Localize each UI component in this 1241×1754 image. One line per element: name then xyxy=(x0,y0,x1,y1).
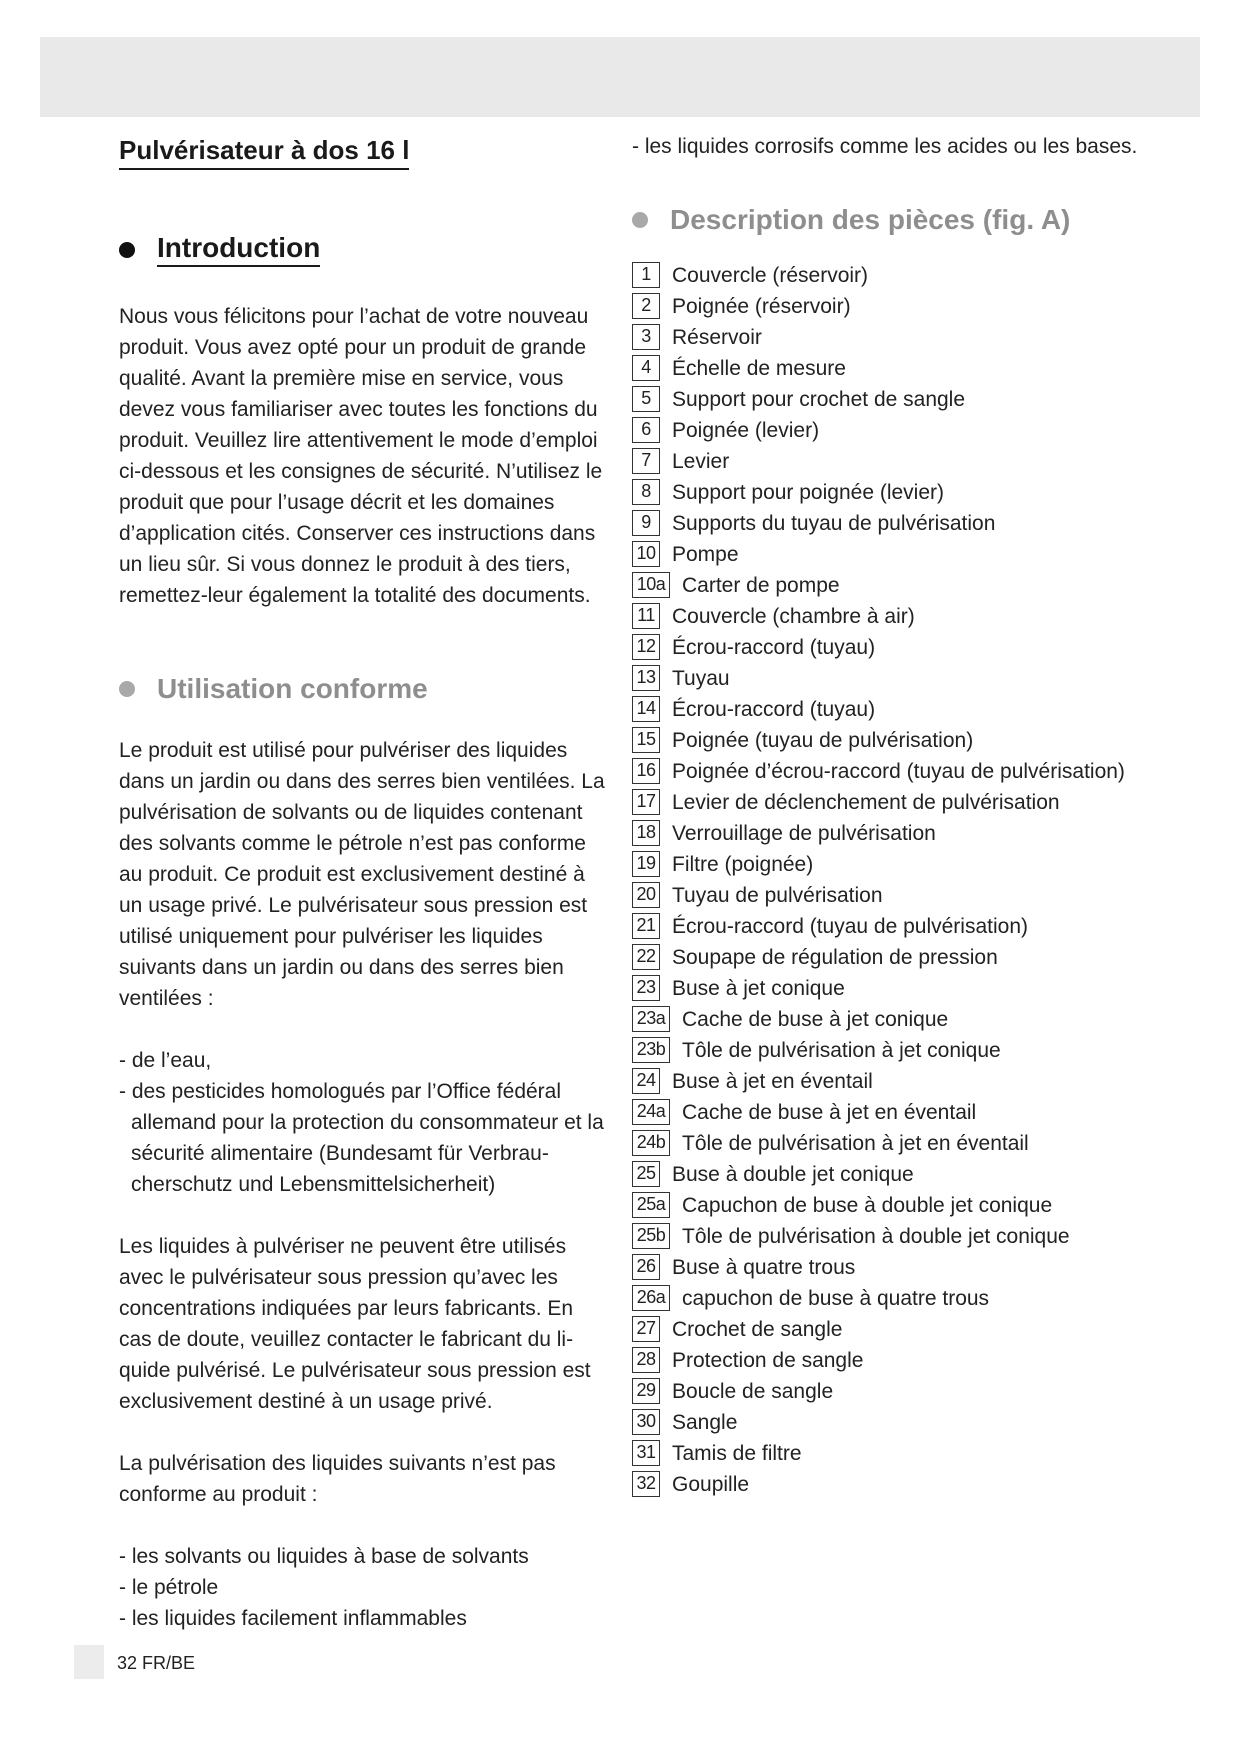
part-list-item xyxy=(632,446,1152,477)
part-list-item xyxy=(632,694,1152,725)
part-number-badge: 18 xyxy=(632,820,660,846)
part-label: Tuyau xyxy=(672,667,730,690)
part-number-badge: 24b xyxy=(632,1130,670,1156)
utilisation-heading: Utilisation conforme xyxy=(157,673,428,704)
bullet-icon xyxy=(632,212,648,228)
part-list-item xyxy=(632,353,1152,384)
bullet-icon xyxy=(119,242,135,258)
part-number-badge: 10 xyxy=(632,541,660,567)
part-list-item xyxy=(632,880,1152,911)
right-column xyxy=(632,135,1152,1500)
part-number-badge: 23 xyxy=(632,975,660,1001)
utilisation-heading-row xyxy=(119,673,609,705)
part-number-badge: 32 xyxy=(632,1471,660,1497)
part-label: Tôle de pulvérisation à double jet conique xyxy=(682,1225,1070,1248)
part-list-item xyxy=(632,818,1152,849)
part-number-badge: 27 xyxy=(632,1316,660,1342)
part-number-badge: 29 xyxy=(632,1378,660,1404)
part-label: Poignée (tuyau de pulvérisation) xyxy=(672,729,974,752)
part-list-item xyxy=(632,1004,1152,1035)
part-list-item xyxy=(632,1469,1152,1500)
part-number-badge: 13 xyxy=(632,665,660,691)
part-list-item xyxy=(632,1376,1152,1407)
list-item: - les liquides facilement inflammables xyxy=(119,1607,467,1630)
part-list-item xyxy=(632,415,1152,446)
part-label: Boucle de sangle xyxy=(672,1380,834,1403)
part-list-item xyxy=(632,1438,1152,1469)
part-list-item xyxy=(632,1066,1152,1097)
part-list-item xyxy=(632,632,1152,663)
part-label: Buse à quatre trous xyxy=(672,1256,856,1279)
part-number-badge: 10a xyxy=(632,572,670,598)
part-number-badge: 31 xyxy=(632,1440,660,1466)
bullet-icon xyxy=(119,681,135,697)
part-list-item xyxy=(632,1035,1152,1066)
part-list-item xyxy=(632,787,1152,818)
region-code: FR/BE xyxy=(142,1653,196,1673)
part-list-item xyxy=(632,942,1152,973)
utilisation-paragraph-2: Les liquides à pulvériser ne peuvent être utilisés avec le pulvérisateur sous pression qu’avec les concentrations indiquées par leurs fabricants. En cas de doute, veuillez contacter le fabricant du li-quide pulvérisé. Le pulvérisateur sous pression est exclusivement destiné à un usage privé. xyxy=(119,1235,591,1413)
part-label: Crochet de sangle xyxy=(672,1318,843,1341)
part-number-badge: 5 xyxy=(632,386,660,412)
part-list-item xyxy=(632,508,1152,539)
list-item: - le pétrole xyxy=(119,1576,219,1599)
page-header-bar xyxy=(40,37,1200,117)
part-list-item xyxy=(632,539,1152,570)
part-list-item xyxy=(632,601,1152,632)
page-footer xyxy=(117,1653,195,1674)
part-number-badge: 25b xyxy=(632,1223,670,1249)
part-label: Support pour poignée (levier) xyxy=(672,481,944,504)
part-list-item xyxy=(632,1314,1152,1345)
part-number-badge: 30 xyxy=(632,1409,660,1435)
part-number-badge: 2 xyxy=(632,293,660,319)
part-label: Tôle de pulvérisation à jet conique xyxy=(682,1039,1001,1062)
part-list-item xyxy=(632,1407,1152,1438)
part-number-badge: 24 xyxy=(632,1068,660,1094)
parts-heading-row xyxy=(632,204,1152,236)
part-number-badge: 26a xyxy=(632,1285,670,1311)
part-list-item xyxy=(632,725,1152,756)
part-number-badge: 25a xyxy=(632,1192,670,1218)
part-number-badge: 3 xyxy=(632,324,660,350)
part-label: Écrou-raccord (tuyau) xyxy=(672,698,876,721)
part-list-item xyxy=(632,973,1152,1004)
part-list-item xyxy=(632,570,1152,601)
introduction-heading: Introduction xyxy=(157,232,320,267)
part-label: Goupille xyxy=(672,1473,750,1496)
part-number-badge: 12 xyxy=(632,634,660,660)
part-number-badge: 22 xyxy=(632,944,660,970)
part-number-badge: 17 xyxy=(632,789,660,815)
part-number-badge: 9 xyxy=(632,510,660,536)
part-number-badge: 21 xyxy=(632,913,660,939)
list-item: - les solvants ou liquides à base de solvants xyxy=(119,1545,529,1568)
document-title: Pulvérisateur à dos 16 l xyxy=(119,135,409,170)
part-label: Capuchon de buse à double jet conique xyxy=(682,1194,1053,1217)
part-label: Couvercle (réservoir) xyxy=(672,264,869,287)
part-list-item xyxy=(632,1159,1152,1190)
part-number-badge: 6 xyxy=(632,417,660,443)
introduction-heading-row xyxy=(119,232,609,267)
part-label: Écrou-raccord (tuyau de pulvérisation) xyxy=(672,915,1028,938)
part-number-badge: 8 xyxy=(632,479,660,505)
part-number-badge: 20 xyxy=(632,882,660,908)
part-label: Tuyau de pulvérisation xyxy=(672,884,883,907)
part-label: Buse à double jet conique xyxy=(672,1163,914,1186)
part-label: Poignée (réservoir) xyxy=(672,295,851,318)
part-label: Levier de déclenchement de pulvérisation xyxy=(672,791,1060,814)
part-list-item xyxy=(632,322,1152,353)
part-number-badge: 23b xyxy=(632,1037,670,1063)
part-label: Carter de pompe xyxy=(682,574,840,597)
part-list-item xyxy=(632,911,1152,942)
part-number-badge: 26 xyxy=(632,1254,660,1280)
part-label: Soupape de régulation de pression xyxy=(672,946,998,969)
part-list-item xyxy=(632,477,1152,508)
parts-list xyxy=(632,260,1152,1500)
part-list-item xyxy=(632,260,1152,291)
part-list-item xyxy=(632,849,1152,880)
part-label: Support pour crochet de sangle xyxy=(672,388,966,411)
part-label: Supports du tuyau de pulvérisation xyxy=(672,512,996,535)
part-label: capuchon de buse à quatre trous xyxy=(682,1287,990,1310)
introduction-paragraph: Nous vous félicitons pour l’achat de votre nouveau produit. Vous avez opté pour un produit de grande qualité. Avant la première mise en service, vous devez vous familiariser avec toutes les fonctions du produit. Veuillez lire attentivement le mode d’emploi ci-dessous et les consignes de sécurité. N’utilisez le produit que pour l’usage décrit et les domaines d’application cités. Conserver ces instructions dans un lieu sûr. Si vous donnez le produit à des tiers, remettez-leur également la totalité des documents. xyxy=(119,305,603,607)
part-label: Tamis de filtre xyxy=(672,1442,802,1465)
part-number-badge: 28 xyxy=(632,1347,660,1373)
part-number-badge: 23a xyxy=(632,1006,670,1032)
part-label: Cache de buse à jet en éventail xyxy=(682,1101,977,1124)
part-list-item xyxy=(632,1190,1152,1221)
part-number-badge: 14 xyxy=(632,696,660,722)
part-label: Buse à jet en éventail xyxy=(672,1070,873,1093)
part-list-item xyxy=(632,1283,1152,1314)
footer-page-marker xyxy=(74,1645,104,1679)
part-number-badge: 25 xyxy=(632,1161,660,1187)
part-number-badge: 11 xyxy=(632,603,660,629)
forbidden-liquids-list-continued xyxy=(632,131,1152,162)
part-list-item xyxy=(632,1221,1152,1252)
part-number-badge: 19 xyxy=(632,851,660,877)
part-label: Buse à jet conique xyxy=(672,977,845,1000)
page-number: 32 xyxy=(117,1653,138,1673)
part-number-badge: 7 xyxy=(632,448,660,474)
parts-heading: Description des pièces (fig. A) xyxy=(670,204,1071,235)
part-list-item xyxy=(632,756,1152,787)
part-number-badge: 4 xyxy=(632,355,660,381)
part-label: Échelle de mesure xyxy=(672,357,846,380)
list-item: - des pesticides homologués par l’Office fédéral allemand pour la protection du consommateur et la sécurité alimentaire (Bundesamt für Verbrau-cherschutz und Lebensmittelsicherheit) xyxy=(119,1080,604,1196)
utilisation-paragraph-3: La pulvérisation des liquides suivants n’est pas conforme au produit : xyxy=(119,1452,556,1506)
left-column xyxy=(119,135,609,1634)
part-label: Pompe xyxy=(672,543,739,566)
utilisation-paragraph-1: Le produit est utilisé pour pulvériser des liquides dans un jardin ou dans des serres bien ventilées. La pulvérisation de solvants ou de liquides contenant des solvants comme le pétrole n’est pas conforme au produit. Ce produit est exclusivement destiné à un usage privé. Le pulvérisateur sous pression est utilisé uniquement pour pulvériser les liquides suivants dans un jardin ou dans des serres bien ventilées : xyxy=(119,739,605,1010)
part-label: Cache de buse à jet conique xyxy=(682,1008,949,1031)
part-list-item xyxy=(632,1345,1152,1376)
part-list-item xyxy=(632,1097,1152,1128)
part-label: Poignée (levier) xyxy=(672,419,820,442)
part-list-item xyxy=(632,384,1152,415)
part-list-item xyxy=(632,1128,1152,1159)
forbidden-liquids-list xyxy=(119,1541,609,1634)
list-item: - les liquides corrosifs comme les acides ou les bases. xyxy=(632,135,1138,158)
part-list-item xyxy=(632,1252,1152,1283)
part-label: Filtre (poignée) xyxy=(672,853,814,876)
part-list-item xyxy=(632,291,1152,322)
part-list-item xyxy=(632,663,1152,694)
part-number-badge: 1 xyxy=(632,262,660,288)
list-item: - de l’eau, xyxy=(119,1049,212,1072)
part-label: Sangle xyxy=(672,1411,738,1434)
part-label: Poignée d’écrou-raccord (tuyau de pulvérisation) xyxy=(672,760,1125,783)
part-label: Tôle de pulvérisation à jet en éventail xyxy=(682,1132,1029,1155)
allowed-liquids-list xyxy=(119,1045,609,1200)
part-label: Écrou-raccord (tuyau) xyxy=(672,636,876,659)
part-number-badge: 16 xyxy=(632,758,660,784)
part-label: Protection de sangle xyxy=(672,1349,864,1372)
part-label: Couvercle (chambre à air) xyxy=(672,605,915,628)
part-label: Verrouillage de pulvérisation xyxy=(672,822,936,845)
part-label: Levier xyxy=(672,450,730,473)
part-number-badge: 15 xyxy=(632,727,660,753)
part-number-badge: 24a xyxy=(632,1099,670,1125)
part-label: Réservoir xyxy=(672,326,762,349)
